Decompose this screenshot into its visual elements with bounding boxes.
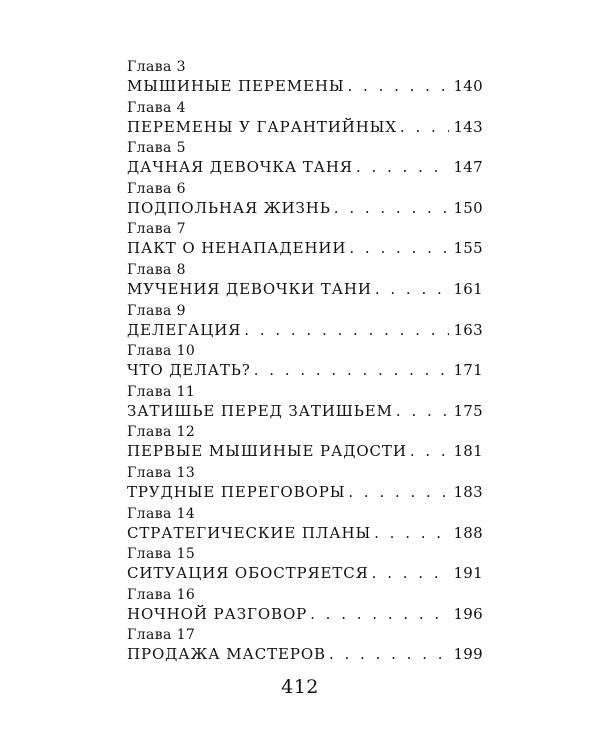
chapter-label: Глава 17	[127, 627, 196, 644]
chapter-line	[127, 401, 483, 421]
chapter-label: Глава 15	[127, 546, 196, 563]
chapter-page-number: 163	[453, 320, 483, 339]
dot-leader	[254, 360, 450, 380]
chapter-line	[127, 523, 483, 543]
chapter-label: Глава 12	[127, 424, 196, 441]
chapter-label: Глава 14	[127, 505, 196, 522]
dot-leader	[244, 320, 449, 340]
dot-leader	[348, 76, 450, 96]
chapter-label: Глава 11	[127, 383, 196, 400]
chapter-line	[127, 157, 483, 177]
chapter-title: МЫШИНЫЕ ПЕРЕМЕНЫ	[127, 77, 345, 95]
dot-leader	[356, 157, 450, 177]
toc-entry	[127, 626, 483, 667]
chapter-label: Глава 4	[127, 99, 186, 116]
chapter-page-number: 196	[453, 604, 483, 623]
chapter-title: ПЕРВЫЕ МЫШИНЫЕ РАДОСТИ	[127, 442, 407, 461]
chapter-title: СИТУАЦИЯ ОБОСТРЯЕТСЯ	[127, 564, 369, 583]
chapter-title: СТРАТЕГИЧЕСКИЕ ПЛАНЫ	[127, 523, 372, 542]
chapter-line	[127, 117, 483, 137]
dot-leader	[400, 117, 450, 137]
chapter-title: ПАКТ О НЕНАПАДЕНИИ	[127, 239, 347, 258]
chapter-page-number: 183	[453, 482, 483, 501]
toc-entry	[127, 220, 483, 261]
chapter-title: ПРОДАЖА МАСТЕРОВ	[127, 645, 326, 664]
dot-leader	[372, 563, 450, 583]
chapter-page-number: 188	[453, 523, 483, 542]
chapter-page-number: 143	[453, 117, 483, 136]
chapter-label: Глава 6	[127, 180, 186, 197]
chapter-page-number: 161	[453, 279, 483, 298]
chapter-line	[127, 644, 483, 664]
chapter-page-number: 191	[453, 564, 483, 583]
dot-leader	[310, 604, 449, 624]
chapter-line	[127, 238, 483, 258]
toc-entry	[127, 383, 483, 424]
chapter-title: МУЧЕНИЯ ДЕВОЧКИ ТАНИ	[127, 279, 372, 298]
toc-entry	[127, 505, 483, 546]
chapter-line	[127, 441, 483, 461]
dot-leader	[348, 482, 449, 502]
chapter-line	[127, 279, 483, 299]
chapter-page-number: 155	[453, 239, 483, 258]
chapter-title: ДЕЛЕГАЦИЯ	[127, 320, 242, 339]
chapter-line	[127, 563, 483, 583]
chapter-line	[127, 604, 483, 624]
chapter-label: Глава 7	[127, 221, 186, 238]
chapter-label: Глава 5	[127, 140, 186, 157]
chapter-title: НОЧНОЙ РАЗГОВОР	[127, 604, 308, 623]
chapter-page-number: 181	[453, 442, 483, 461]
chapter-page-number: 150	[453, 198, 483, 217]
chapter-page-number: 147	[453, 158, 483, 177]
chapter-page-number: 171	[453, 361, 483, 380]
toc-entry	[127, 99, 483, 140]
chapter-line	[127, 360, 483, 380]
toc-entry	[127, 261, 483, 302]
toc-entry	[127, 139, 483, 180]
chapter-label: Глава 9	[127, 302, 186, 319]
chapter-title: ПЕРЕМЕНЫ У ГАРАНТИЙНЫХ	[127, 117, 397, 136]
toc-entry	[127, 180, 483, 221]
dot-leader	[396, 401, 450, 421]
dot-leader	[329, 644, 449, 664]
chapter-title: ТРУДНЫЕ ПЕРЕГОВОРЫ	[127, 482, 346, 501]
chapter-title: ЧТО ДЕЛАТЬ?	[127, 361, 251, 380]
chapter-label: Глава 13	[127, 464, 196, 481]
dot-leader	[374, 523, 449, 543]
chapter-line	[127, 198, 483, 218]
toc-entry	[127, 342, 483, 383]
chapter-label: Глава 3	[127, 59, 186, 75]
dot-leader	[375, 279, 450, 299]
toc-entry	[127, 464, 483, 505]
dot-leader	[410, 441, 450, 461]
chapter-title: ДАЧНАЯ ДЕВОЧКА ТАНЯ	[127, 158, 353, 177]
dot-leader	[349, 238, 449, 258]
toc-entry	[127, 58, 483, 99]
chapter-label: Глава 8	[127, 261, 186, 278]
chapter-line	[127, 76, 483, 96]
chapter-title: ЗАТИШЬЕ ПЕРЕД ЗАТИШЬЕМ	[127, 401, 393, 420]
chapter-line	[127, 320, 483, 340]
toc-entry	[127, 302, 483, 343]
page-number: 412	[281, 676, 319, 698]
chapter-page-number: 140	[453, 77, 483, 95]
chapter-label: Глава 16	[127, 586, 196, 603]
toc-entry	[127, 586, 483, 627]
chapter-line	[127, 482, 483, 502]
table-of-contents	[127, 58, 483, 667]
chapter-page-number: 199	[453, 645, 483, 664]
toc-entry	[127, 423, 483, 464]
toc-entry	[127, 545, 483, 586]
chapter-title: ПОДПОЛЬНАЯ ЖИЗНЬ	[127, 198, 331, 217]
dot-leader	[334, 198, 450, 218]
chapter-page-number: 175	[453, 401, 483, 420]
chapter-label: Глава 10	[127, 343, 196, 360]
